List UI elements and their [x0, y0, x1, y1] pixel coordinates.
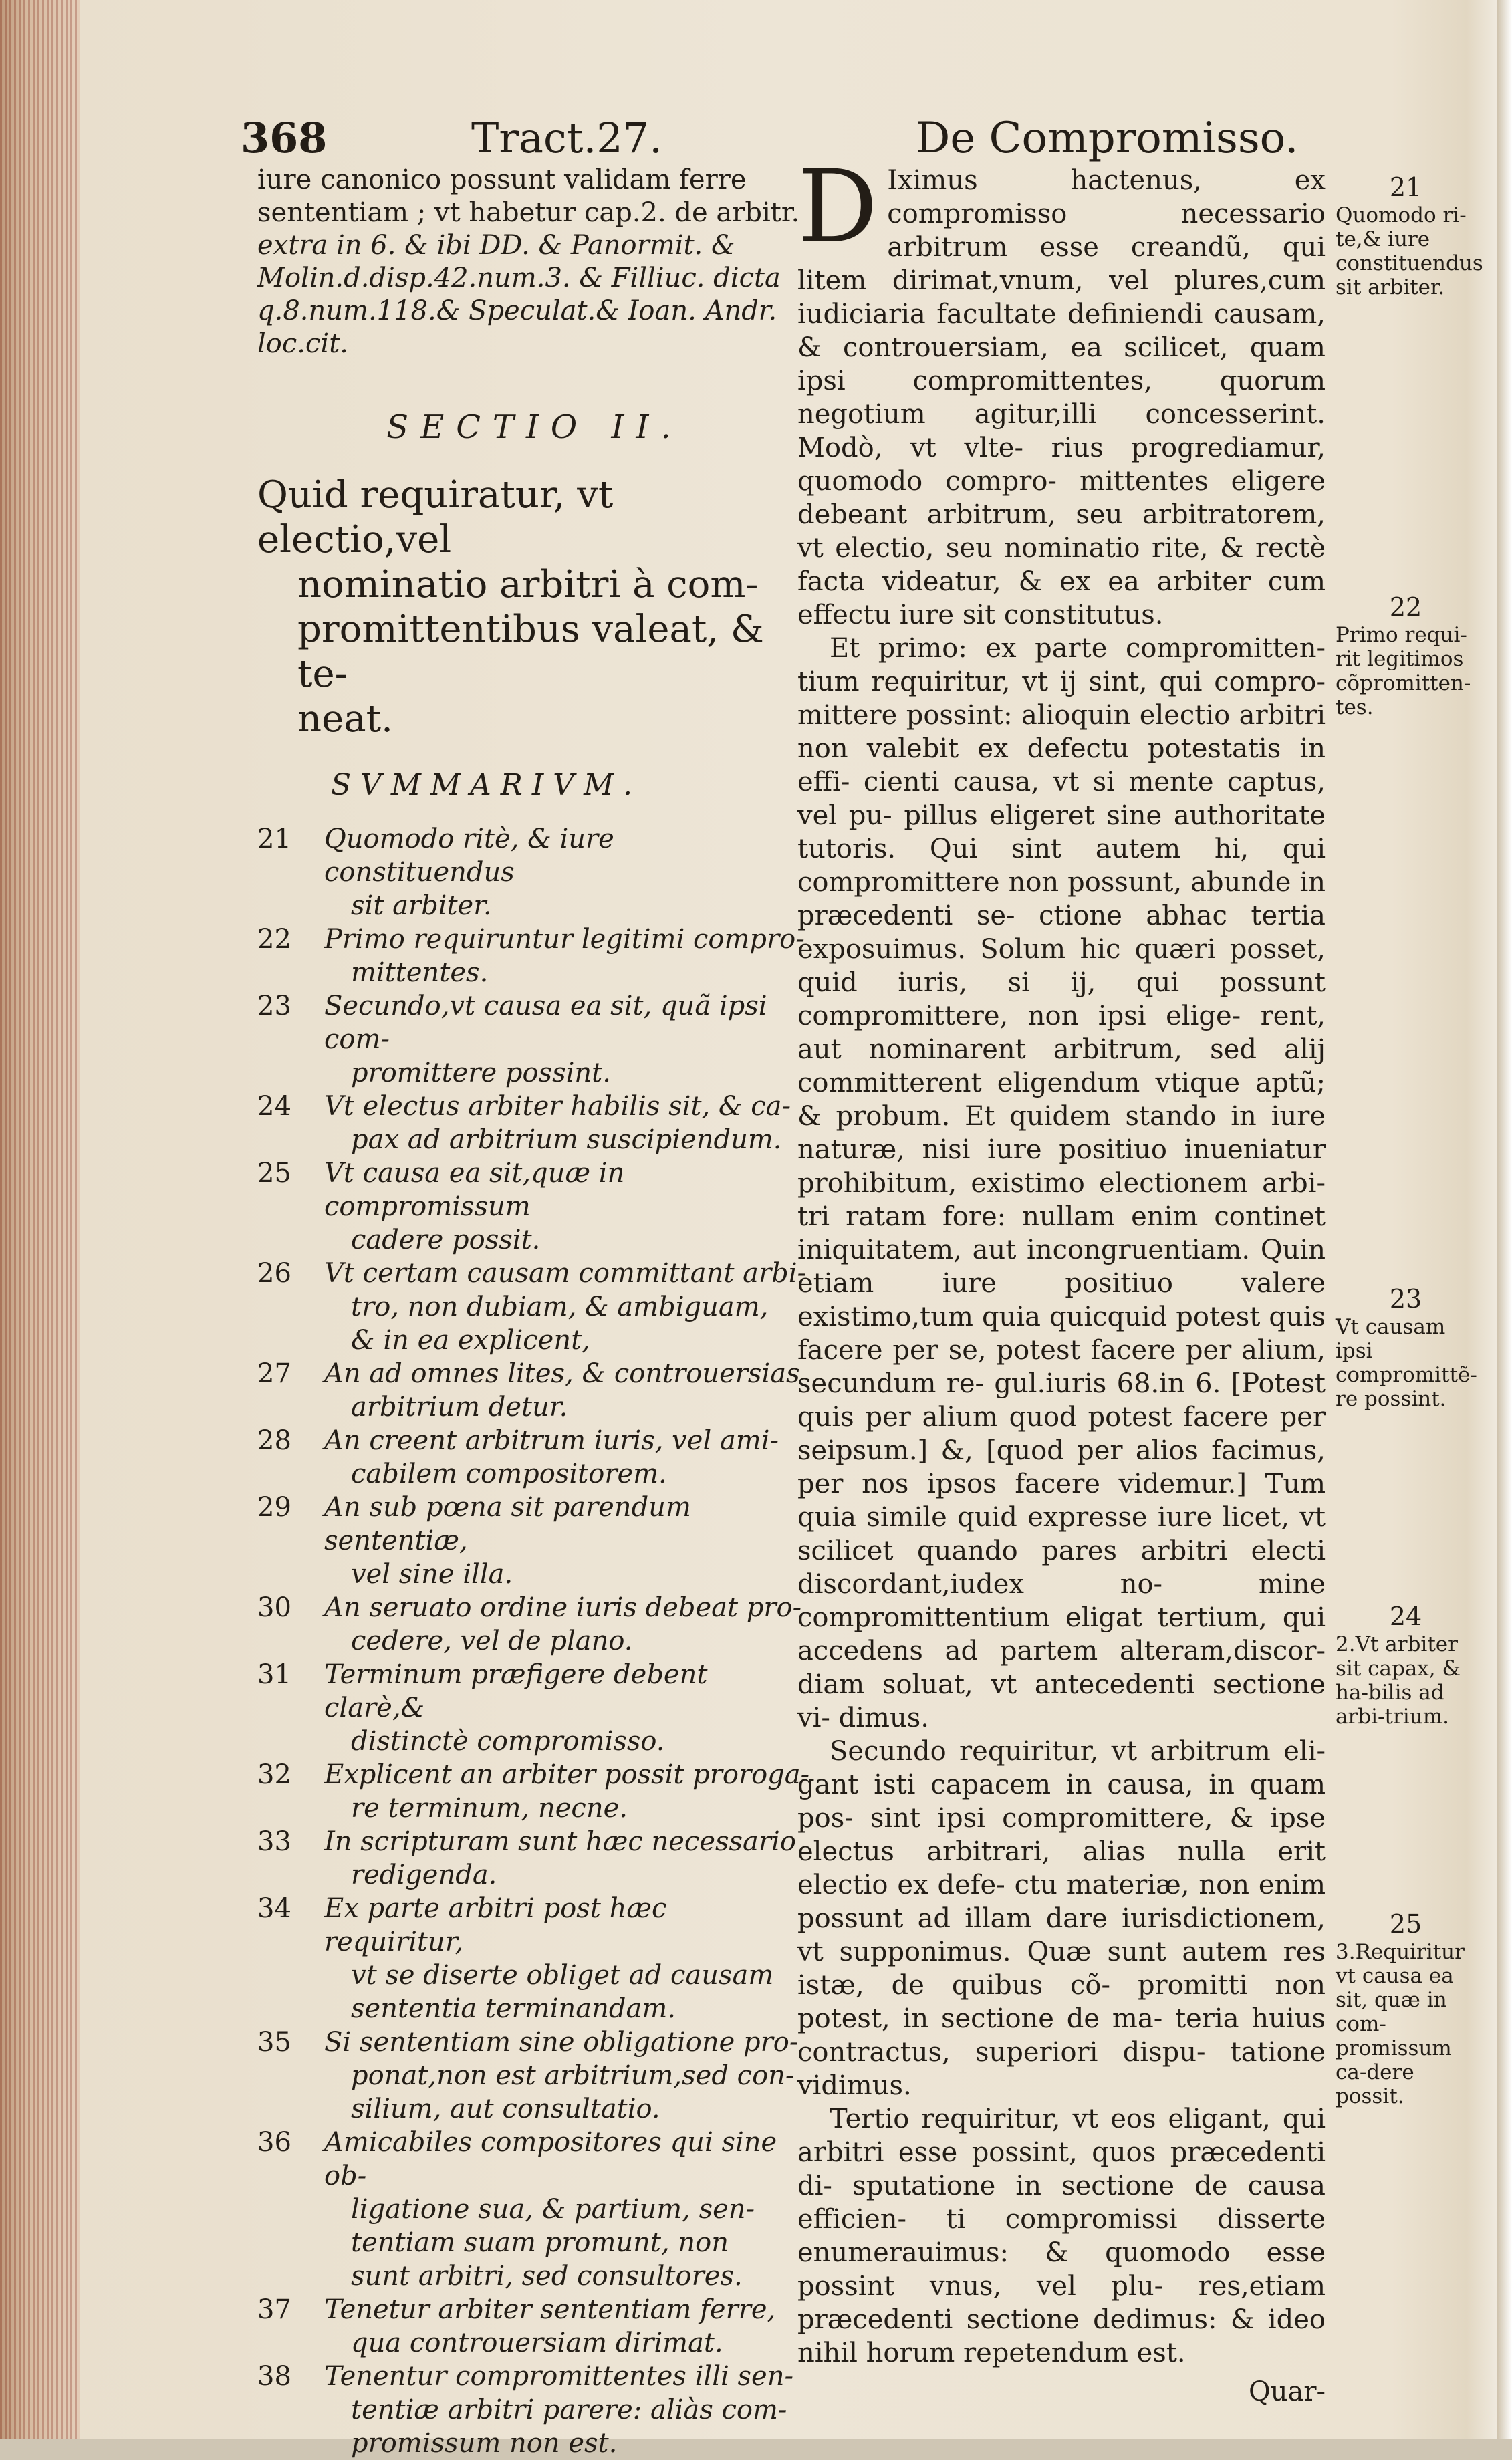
text-line: iudiciaria facultate definiendi causam,: [797, 299, 1326, 330]
paragraph-3: [797, 1735, 1326, 2102]
summary-item-line: Explicent an arbiter possit proroga-: [324, 1759, 810, 1790]
catchword: Quar-: [1248, 2376, 1326, 2407]
summary-item-number: 22: [257, 924, 291, 955]
paragraph-text: [797, 2104, 1326, 2368]
tract-label: Tract.27.: [471, 114, 662, 162]
margin-note-text: Vt causam ipsi compromittẽ-re possint.: [1336, 1315, 1477, 1411]
paragraph-4: [797, 2102, 1326, 2370]
summary-item-number: 26: [257, 1258, 291, 1289]
margin-note-number: 23: [1389, 1284, 1422, 1314]
text-line: gul.iuris 68.in 6. [Potest quis per alium: [797, 1368, 1326, 1433]
summary-item: [257, 1090, 812, 1156]
summary-item-line: Terminum præfigere debent clarè,&: [324, 1659, 708, 1723]
text-line: facere videmur.] Tum quia simile quid: [797, 1469, 1326, 1533]
text-line: diam soluat, vt antecedenti sectione vi-: [797, 1669, 1326, 1733]
section-heading: SECTIO II.: [386, 408, 683, 446]
summary-item-line: promittere possint.: [351, 1058, 611, 1088]
summary-item: [257, 1658, 812, 1758]
page-spine-shadow: [0, 0, 80, 2439]
margin-note-number: 25: [1389, 1909, 1422, 1939]
text-line: tri ratam fore: nullam enim continet: [797, 1201, 1326, 1232]
text-line: Secundo requiritur, vt arbitrum eli-: [830, 1736, 1326, 1767]
summary-item-number: 28: [257, 1425, 291, 1456]
summary-item-number: 31: [257, 1659, 291, 1690]
text-line: potest facere per alium, secundum re-: [797, 1335, 1326, 1399]
text-line: Et primo: ex parte compromitten-: [830, 633, 1326, 664]
text-line: iniquitatem, aut incongruentiam. Quin: [797, 1235, 1326, 1265]
summary-item-line: An creent arbitrum iuris, vel ami-: [324, 1425, 779, 1456]
lead-line: sententiam ; vt habetur cap.2. de arbitr.: [257, 197, 800, 228]
text-line: qui accedens ad partem alteram,discor-: [797, 1602, 1326, 1667]
lead-paragraph: [257, 164, 812, 360]
summary-item-line: Quomodo ritè, & iure constituendus: [324, 824, 614, 888]
summary-item-line: arbitrium detur.: [351, 1392, 568, 1423]
paragraph-text: [797, 633, 1326, 1733]
text-line: tium requiritur, vt ij sint, qui compro-: [797, 666, 1326, 697]
summary-item-number: 25: [257, 1158, 291, 1189]
summary-item-line: mittentes.: [351, 957, 489, 988]
summary-item-line: promissum non est.: [351, 2428, 618, 2459]
lead-line: extra in 6. & ibi DD. & Panormit. &: [257, 230, 735, 261]
summary-item-line: Vt electus arbiter habilis sit, & ca-: [324, 1091, 791, 1122]
text-line: teria huius contractus, superiori dispu-: [797, 2003, 1326, 2068]
margin-note: [1336, 1604, 1476, 1729]
running-title: De Compromisso.: [916, 114, 1299, 163]
text-line: naturæ, nisi iure positiuo inueniatur: [797, 1134, 1326, 1165]
summary-item-number: 29: [257, 1492, 291, 1523]
paragraph-2: [797, 632, 1326, 1735]
summarium-heading: SVMMARIVM.: [331, 768, 642, 802]
summary-item-number: 37: [257, 2294, 291, 2325]
text-line: cienti causa, vt si mente captus, vel pu-: [797, 767, 1326, 831]
text-line: pares arbitri electi discordant,iudex no-: [797, 1535, 1326, 1600]
summary-item: [257, 1591, 812, 1658]
summary-item-line: silium, aut consultatio.: [351, 2094, 660, 2124]
text-line: compromittentes, quorum negotium: [797, 366, 1326, 430]
summary-item: [257, 1825, 812, 1892]
margin-note-text: Primo requi-rit legitimos cõpromitten-tes.: [1336, 623, 1471, 719]
summary-item: [257, 1758, 812, 1825]
summary-item-line: redigenda.: [351, 1860, 497, 1890]
summary-item-line: In scripturam sunt hæc necessario: [324, 1826, 796, 1857]
summary-item-number: 38: [257, 2361, 291, 2392]
summary-item: [257, 922, 812, 989]
summary-item-line: Primo requiruntur legitimi compro-: [324, 924, 805, 955]
summary-item-line: & in ea explicent,: [351, 1325, 590, 1356]
summary-item-line: ligatione sua, & partium, sen-: [351, 2194, 755, 2225]
lead-line: loc.cit.: [257, 328, 348, 359]
margin-note: [1336, 592, 1476, 719]
text-line: ctu materiæ, non enim possunt ad illam: [797, 1870, 1326, 1934]
text-line: quod potest facere per seipsum.] &,: [797, 1402, 1326, 1466]
text-line: prohibitum, existimo electionem arbi-: [797, 1168, 1326, 1199]
summary-item-line: pax ad arbitrium suscipiendum.: [351, 1124, 782, 1155]
text-line: Quæ sunt autem res istæ, de quibus cõ-: [797, 1937, 1326, 2001]
margin-note-number: 24: [1389, 1602, 1422, 1631]
text-line: arbitratorem, vt electio, seu nominatio: [797, 499, 1326, 564]
text-line: mittentes eligere debeant arbitrum, seu: [797, 466, 1326, 530]
text-line: pillus eligeret sine authoritate tutoris.: [797, 800, 1326, 864]
section-title: [257, 473, 812, 741]
margin-note: [1336, 1909, 1476, 2108]
summary-item-number: 33: [257, 1826, 291, 1857]
text-line: & controuersiam, ea scilicet, quam ipsi: [797, 332, 1326, 396]
text-line: res,etiam præcedenti sectione dedimus:: [797, 2271, 1326, 2335]
text-line: arbitrari, alias nulla erit electio ex defe-: [797, 1836, 1326, 1900]
text-line: sint ipsi compromittere, & ipse electus: [797, 1803, 1326, 1867]
text-line: non valebit ex defectu potestatis in effi-: [797, 733, 1326, 797]
summary-item-line: Tenentur compromittentes illi sen-: [324, 2361, 793, 2392]
page-edge: [1497, 0, 1512, 2439]
summary-item-number: 27: [257, 1358, 291, 1389]
text-line: etiam iure positiuo valere existimo,tum: [797, 1268, 1326, 1332]
margin-note: [1336, 1284, 1477, 1411]
summary-item: [257, 2025, 812, 2126]
paragraph-1: [797, 149, 1326, 632]
text-line: promitti non potest, in sectione de ma-: [797, 1970, 1326, 2034]
summary-item-line: tro, non dubiam, & ambiguam,: [351, 1292, 769, 1322]
margin-note-text: 3.Requiritur vt causa ea sit, quæ in com-promissum ca-dere possit.: [1336, 1940, 1465, 2108]
text-line: hic quæri posset, quid iuris, si ij, qui: [797, 934, 1326, 998]
summary-item-line: ponat,non est arbitrium,sed con-: [351, 2060, 795, 2091]
text-line: dare iurisdictionem, vt supponimus.: [797, 1903, 1326, 1967]
section-title-line: Quid requiratur, vt electio,vel: [257, 473, 614, 562]
text-line: rius progrediamur, quomodo compro-: [797, 433, 1326, 497]
summary-item-line: Si sententiam sine obligatione pro-: [324, 2027, 799, 2058]
page-number: 368: [241, 114, 328, 162]
section-title-line: promittentibus valeat, & te-: [297, 608, 764, 696]
paragraph-text: [797, 1736, 1326, 2101]
section-title-line: nominatio arbitri à com-: [297, 563, 759, 606]
summary-item-number: 35: [257, 2027, 291, 2058]
summary-item: [257, 1892, 812, 2025]
summary-item-line: An sub pœna sit parendum sententiæ,: [324, 1492, 691, 1556]
summary-item-line: distinctè compromisso.: [351, 1726, 665, 1757]
lead-line: iure canonico possunt validam ferre: [257, 164, 747, 195]
summary-item-line: Amicabiles compositores qui sine ob-: [324, 2127, 777, 2191]
summary-item-number: 24: [257, 1091, 291, 1122]
summary-item: [257, 1424, 812, 1491]
summary-item: [257, 2293, 812, 2360]
summary-item: [257, 822, 812, 922]
summary-item-number: 23: [257, 991, 291, 1021]
margin-note-number: 22: [1389, 592, 1422, 622]
text-line: possunt compromittere, non ipsi elige-: [797, 967, 1326, 1031]
text-line: & quomodo esse possint vnus, vel plu-: [797, 2237, 1326, 2302]
summary-item-line: Secundo,vt causa ea sit, quã ipsi com-: [324, 991, 767, 1055]
summary-item: [257, 2126, 812, 2293]
summary-item-line: cabilem compositorem.: [351, 1459, 667, 1489]
drop-cap: D: [797, 149, 878, 265]
text-line: rite, & rectè facta videatur, & ex ea: [797, 533, 1326, 597]
margin-note-text: Quomodo ri-te,& iure constituendus sit arbiter.: [1336, 203, 1483, 299]
margin-note: [1336, 172, 1483, 299]
summary-item-number: 21: [257, 824, 291, 854]
summary-list: [257, 822, 812, 2460]
summary-item-line: vel sine illa.: [351, 1559, 513, 1590]
text-line: mittere possint: alioquin electio arbitri: [797, 700, 1326, 731]
summary-item-line: Vt certam causam committant arbi-: [324, 1258, 807, 1289]
summary-item: [257, 1491, 812, 1591]
text-line: ctione abhac tertia exposuimus. Solum: [797, 900, 1326, 965]
text-line: Qui sint autem hi, qui compromittere: [797, 834, 1326, 898]
summary-item-line: cadere possit.: [351, 1225, 541, 1255]
text-line: ti compromissi disserte enumerauimus:: [797, 2204, 1326, 2268]
text-line: tatione vidimus.: [797, 2037, 1326, 2101]
lead-line: q.8.num.118.& Speculat.& Ioan. Andr.: [257, 295, 777, 326]
text-line: Iximus hactenus, ex compromisso: [887, 165, 1326, 229]
text-line: Tertio requiritur, vt eos eligant, qui: [830, 2104, 1326, 2134]
summary-item-number: 34: [257, 1893, 291, 1924]
text-line: non possunt, abunde in præcedenti se-: [797, 867, 1326, 931]
summary-item-number: 36: [257, 2127, 291, 2158]
text-line: qui litem dirimat,vnum, vel plures,cum: [797, 232, 1326, 296]
text-line: & probum. Et quidem stando in iure: [797, 1101, 1326, 1132]
text-line: expresse iure licet, vt scilicet quando: [797, 1502, 1326, 1566]
summary-item: [257, 1156, 812, 1257]
left-column: [257, 164, 812, 2460]
text-line: & ideo nihil horum repetendum est.: [797, 2304, 1326, 2368]
text-line: arbiter cum effectu iure sit constitutus.: [797, 566, 1326, 630]
section-title-line: neat.: [297, 697, 393, 741]
summary-item-line: Tenetur arbiter sententiam ferre,: [324, 2294, 776, 2325]
summary-item-number: 32: [257, 1759, 291, 1790]
summary-item-line: An ad omnes lites, & controuersias: [324, 1358, 800, 1389]
summary-item: [257, 1357, 812, 1424]
summary-item-line: tentiæ arbitri parere: aliàs com-: [351, 2394, 787, 2425]
summary-item-line: Vt causa ea sit,quæ in compromissum: [324, 1158, 625, 1222]
text-line: rent, aut nominarent arbitrum, sed alij: [797, 1001, 1326, 1065]
summary-item-line: re terminum, necne.: [351, 1793, 628, 1824]
text-line: dimus.: [838, 1703, 929, 1733]
summary-item-line: tentiam suam promunt, non: [351, 2227, 729, 2258]
text-line: agitur,illi concesserint. Modò, vt vlte-: [797, 399, 1326, 463]
summary-item-line: qua controuersiam dirimat.: [351, 2328, 723, 2358]
summary-item: [257, 989, 812, 1090]
text-line: [quod per alios facimus, per nos ipsos: [797, 1435, 1326, 1499]
text-line: mine compromittentium eligat tertium,: [797, 1569, 1326, 1633]
margin-note-text: 2.Vt arbiter sit capax, & ha-bilis ad arbi-trium.: [1336, 1632, 1461, 1729]
text-line: gant isti capacem in causa, in quam pos-: [797, 1769, 1326, 1834]
margin-note-number: 21: [1389, 172, 1422, 202]
summary-item-line: vt se diserte obliget ad causam: [351, 1960, 774, 1991]
text-line: sputatione in sectione de causa efficien-: [797, 2171, 1326, 2235]
summary-item-line: sit arbiter.: [351, 890, 492, 921]
summary-item: [257, 1257, 812, 1357]
text-line: committerent eligendum vtique aptũ;: [797, 1068, 1326, 1098]
summary-item-line: sententia terminandam.: [351, 1993, 676, 2024]
summary-item-line: cedere, vel de plano.: [351, 1626, 633, 1656]
text-line: quia quicquid potest quis facere per se,: [797, 1302, 1326, 1366]
summary-item-line: An seruato ordine iuris debeat pro-: [324, 1592, 802, 1623]
summary-item-line: sunt arbitri, sed consultores.: [351, 2261, 743, 2292]
text-line: necessario arbitrum esse creandũ,: [887, 199, 1326, 263]
text-line: arbitri esse possint, quos præcedenti di-: [797, 2137, 1326, 2201]
summary-item-line: Ex parte arbitri post hæc requiritur,: [324, 1893, 667, 1957]
lead-line: Molin.d.disp.42.num.3. & Filliuc. dicta: [257, 263, 781, 293]
summary-item: [257, 2360, 812, 2460]
right-column: [797, 149, 1326, 2409]
summary-item-number: 30: [257, 1592, 291, 1623]
